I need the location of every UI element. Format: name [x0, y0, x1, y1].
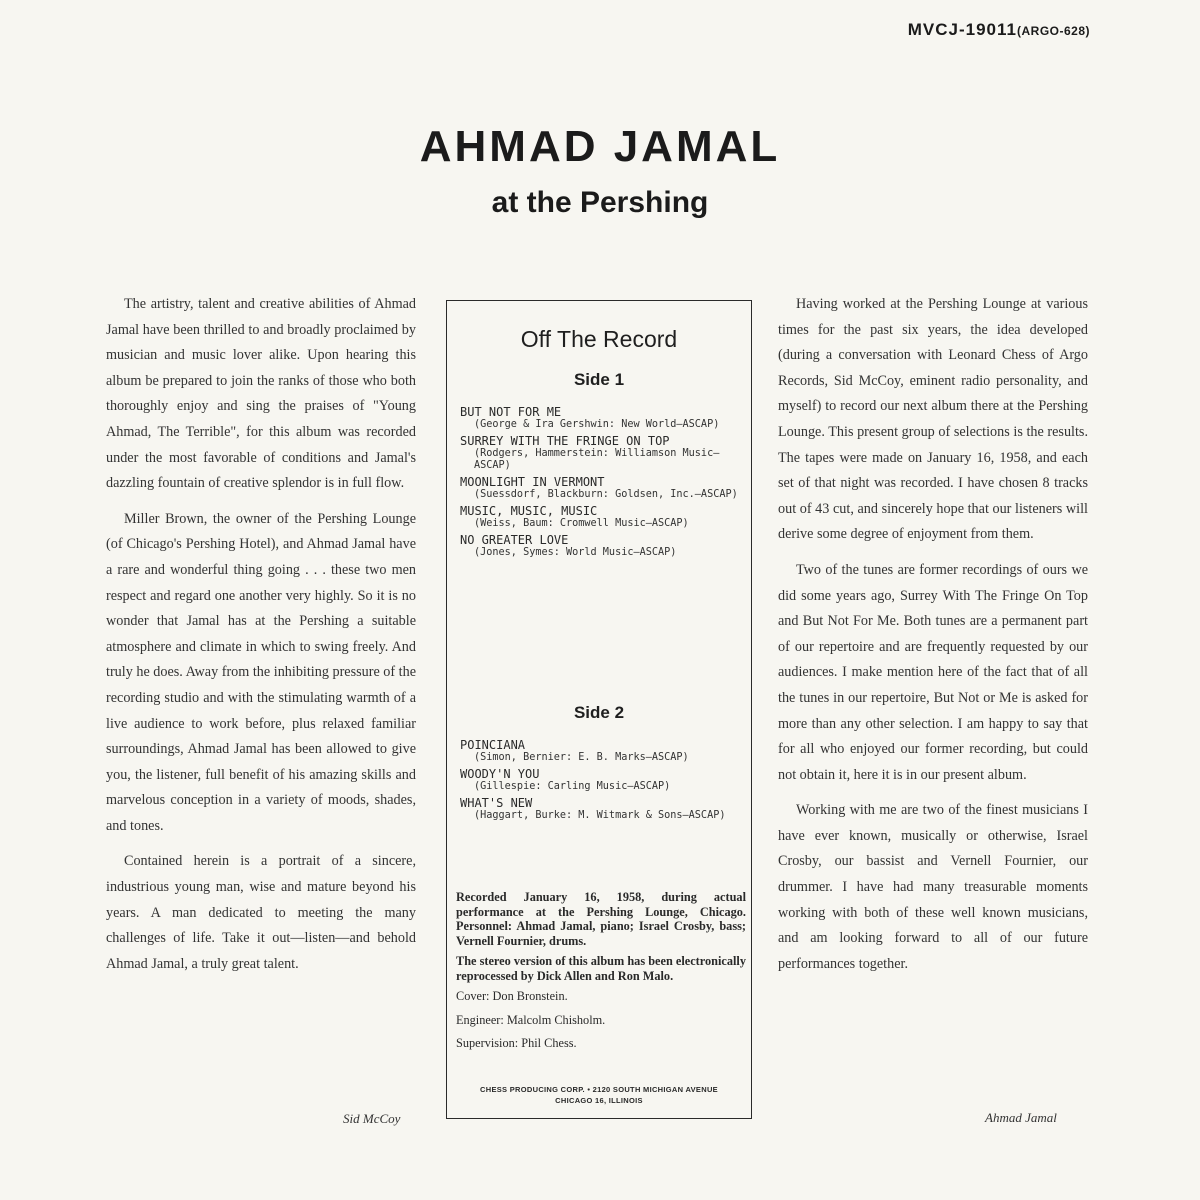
liner-paragraph: Working with me are two of the finest musicians I have ever known, musically or otherwise, Israel Crosby, our bassist and Vernell Fournier, our drummer. I have had many treasurable moments working with both of these well known musicians, and am looking forward to all of our future performances together.: [778, 802, 1088, 972]
track-title: SURREY WITH THE FRINGE ON TOP: [460, 434, 670, 448]
album-subtitle: at the Pershing: [491, 186, 709, 219]
liner-paragraph: Contained herein is a portrait of a sincere, industrious young man, wise and mature beyond his years. A man dedicated to meeting the many challenges of life. Take it out—listen—and behold Ahmad Jamal, a truly great talent.: [106, 853, 416, 972]
track-item: [460, 406, 745, 431]
track-title: WOODY'N YOU: [460, 767, 540, 781]
engineer-credit: Engineer: Malcolm Chisholm.: [456, 1012, 606, 1027]
side-2-tracks: [460, 739, 745, 826]
liner-notes-left: [106, 292, 416, 987]
track-credit: (Jones, Symes: World Music—ASCAP): [474, 547, 677, 558]
track-item: [460, 435, 745, 472]
side-2-heading: Side 2: [573, 703, 625, 722]
track-credit: (Gillespie: Carling Music—ASCAP): [474, 781, 671, 792]
liner-paragraph: Miller Brown, the owner of the Pershing Lounge (of Chicago's Pershing Hotel), and Ahmad Jamal have a rare and wonderful thing going . . . these two men respect and regard one another very highly. So it is no wonder that Jamal has at the Pershing a suitable atmosphere and climate in which to swing freely. And truly he does. Away from the inhibiting pressure of the recording studio and with the stimulating warmth of a live audience to work before, plus relaxed familiar surroundings, Ahmad Jamal has been allowed to give you, the listener, full benefit of his amazing skills and marvelous conception in a variety of moods, shades, and tones.: [106, 510, 416, 834]
album-title: AHMAD JAMAL: [419, 122, 781, 171]
track-item: [460, 797, 745, 822]
track-item: [460, 768, 745, 793]
stereo-note: The stereo version of this album has been electronically reprocessed by Dick Allen and Ron Malo.: [456, 954, 746, 983]
box-title: Off The Record: [520, 326, 678, 352]
track-item: [460, 534, 745, 559]
liner-paragraph: Two of the tunes are former recordings of ours we did some years ago, Surrey With The Fringe On Top and But Not For Me. Both tunes are a permanent part of our repertoire and are frequently requested by our audiences. I make mention here of the fact that of all the tunes in our repertoire, But Not or Me is asked for more than any other selection. I am happy to say that for all who enjoyed our former recording, but could not obtain it, here it is in our present album.: [778, 561, 1088, 783]
track-title: POINCIANA: [460, 738, 526, 752]
signature-sid-mccoy: Sid McCoy: [343, 1111, 401, 1126]
track-title: MOONLIGHT IN VERMONT: [460, 475, 605, 489]
producer-address-line: CHICAGO 16, ILLINOIS: [555, 1096, 643, 1105]
track-item: [460, 739, 745, 764]
track-credit: (Simon, Bernier: E. B. Marks—ASCAP): [474, 752, 689, 763]
producer-address-line: CHESS PRODUCING CORP. • 2120 SOUTH MICHIGAN AVENUE: [480, 1085, 718, 1094]
track-item: [460, 505, 745, 530]
track-title: WHAT'S NEW: [460, 796, 533, 810]
track-credit: (Rodgers, Hammerstein: Williamson Music—ASCAP): [474, 448, 720, 471]
track-title: NO GREATER LOVE: [460, 533, 569, 547]
side-1-tracks: [460, 406, 745, 563]
liner-paragraph: Having worked at the Pershing Lounge at various times for the past six years, the idea developed (during a conversation with Leonard Chess of Argo Records, Sid McCoy, eminent radio personality, and myself) to record our next album there at the Pershing Lounge. This present group of selections is the results. The tapes were made on January 16, 1958, and each set of that night was recorded. I have chosen 8 tracks out of 43 cut, and sincerely hope that our listeners will derive some degree of enjoyment from them.: [778, 296, 1088, 543]
catalog-number-main: MVCJ-19011: [907, 20, 1017, 39]
supervision-credit: Supervision: Phil Chess.: [456, 1036, 577, 1050]
signature-ahmad-jamal: Ahmad Jamal: [985, 1110, 1057, 1125]
track-item: [460, 476, 745, 501]
liner-notes-right: [778, 292, 1088, 987]
liner-paragraph: The artistry, talent and creative abilities of Ahmad Jamal have been thrilled to and broadly proclaimed by musician and music lover alike. Upon hearing this album be prepared to join the ranks of those who both thoroughly enjoy and sing the praises of "Young Ahmad, The Terrible", for this album was recorded under the most favorable of conditions and Jamal's dazzling fountain of creative splendor is in full flow.: [106, 296, 416, 492]
catalog-number: [908, 20, 1090, 40]
track-title: MUSIC, MUSIC, MUSIC: [460, 504, 598, 518]
recording-credits: [456, 890, 746, 1060]
track-credit: (George & Ira Gershwin: New World—ASCAP): [474, 419, 720, 430]
side-1-heading: Side 1: [573, 370, 625, 389]
track-credit: (Haggart, Burke: M. Witmark & Sons—ASCAP): [474, 810, 726, 821]
track-title: BUT NOT FOR ME: [460, 405, 562, 419]
track-credit: (Suessdorf, Blackburn: Goldsen, Inc.—ASCAP): [474, 489, 738, 500]
track-list-box: [446, 300, 752, 1119]
recording-info: Recorded January 16, 1958, during actual performance at the Pershing Lounge, Chicago. Personnel: Ahmad Jamal, piano; Israel Crosby, bass; Vernell Fournier, drums.: [456, 890, 746, 948]
catalog-number-sub: (ARGO-628): [1016, 24, 1090, 38]
producer-address: [447, 1084, 751, 1106]
cover-credit: Cover: Don Bronstein.: [456, 989, 568, 1003]
track-credit: (Weiss, Baum: Cromwell Music—ASCAP): [474, 518, 689, 529]
